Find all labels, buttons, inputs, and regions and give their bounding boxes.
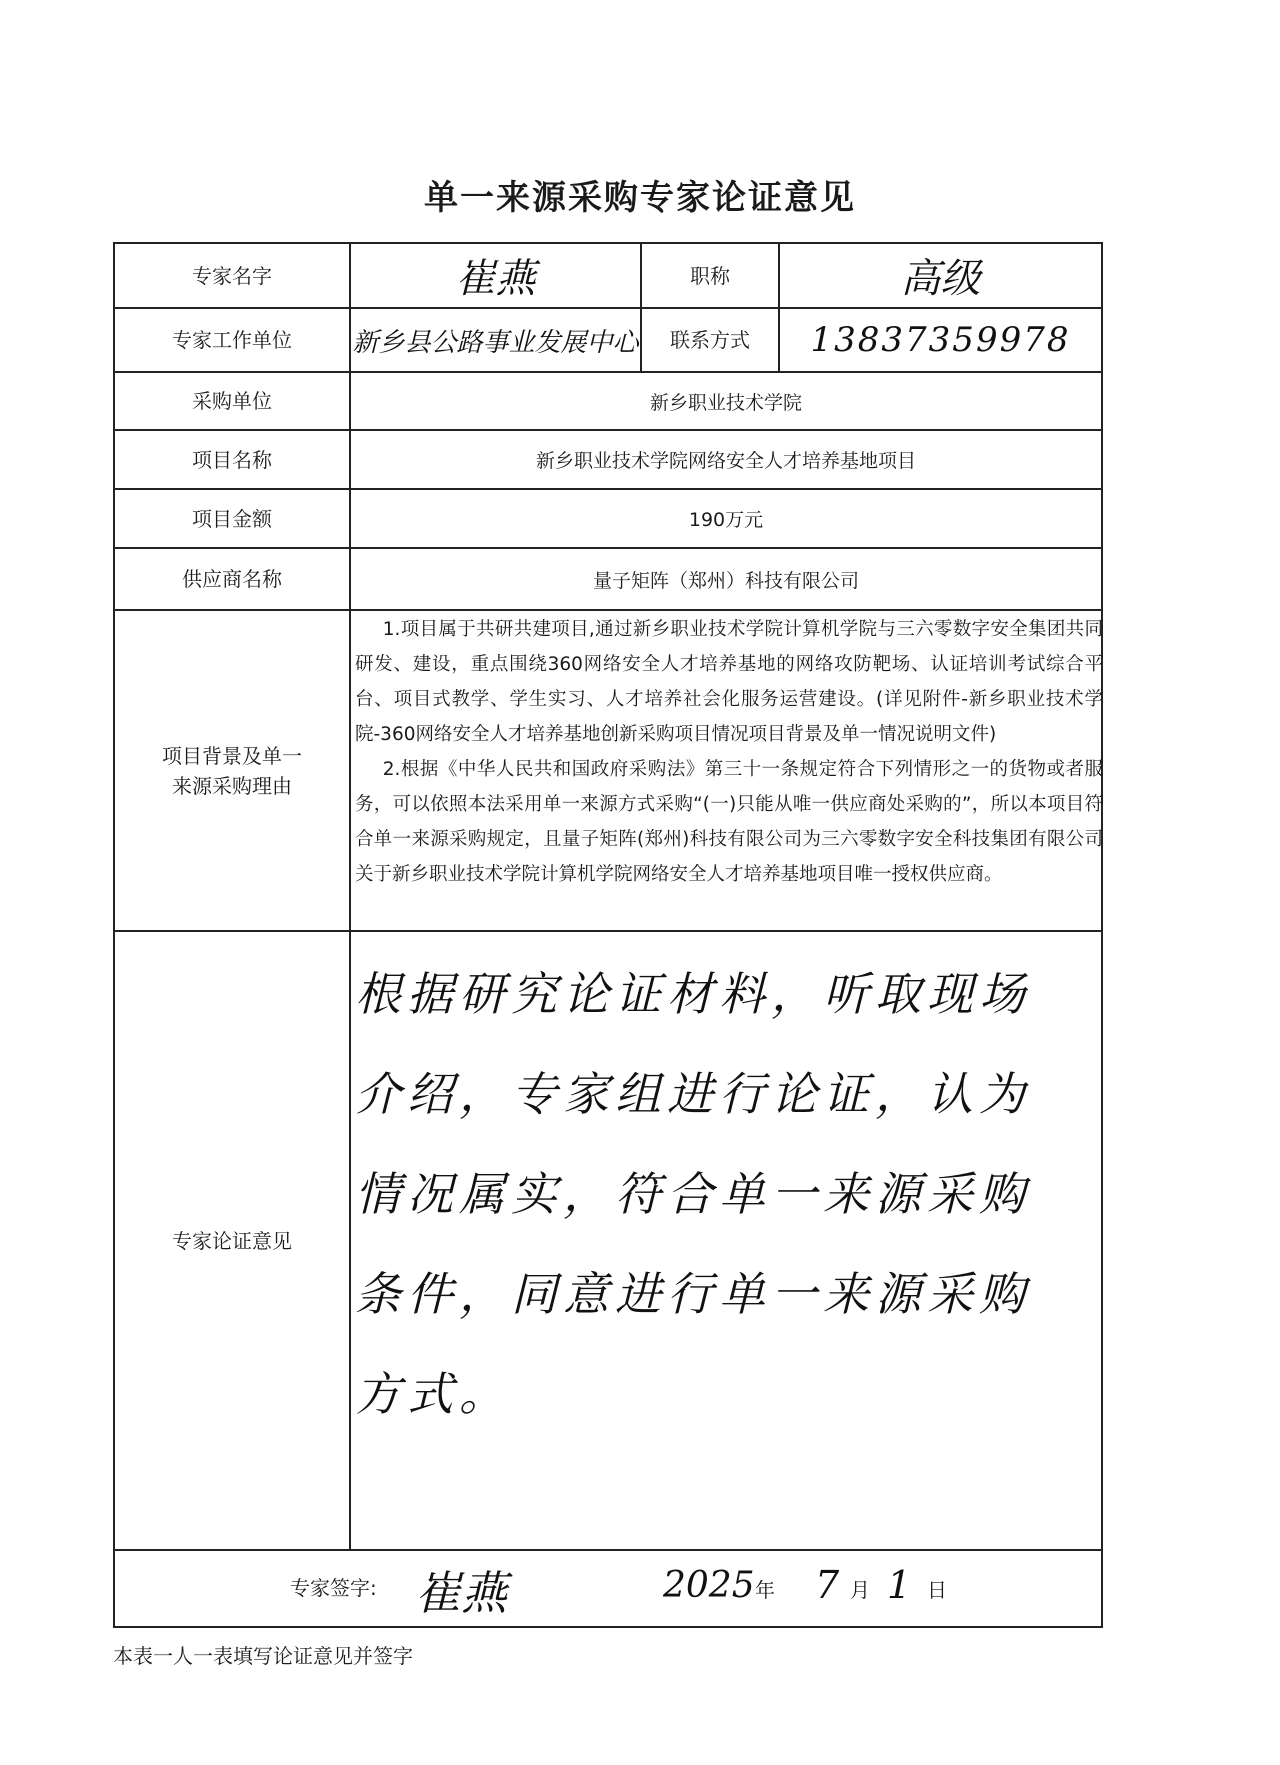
work-unit-value: 新乡县公路事业发展中心 bbox=[352, 327, 639, 358]
project-name-label: 项目名称 bbox=[192, 447, 272, 472]
project-name-value: 新乡职业技术学院网络安全人才培养基地项目 bbox=[535, 450, 916, 472]
contact-value: 13837359978 bbox=[810, 320, 1071, 360]
sign-year-value: 2025 bbox=[663, 1565, 755, 1606]
signature-row bbox=[115, 1551, 1101, 1626]
opinion-label: 专家论证意见 bbox=[172, 1228, 292, 1253]
background-paragraph-2: 2.根据《中华人民共和国政府采购法》第三十一条规定符合下列情形之一的货物或者服务，可以依照本法采用单一来源方式采购“(一)只能从唯一供应商处采购的”，所以本项目符合单一来源采购规定，且量子矩阵(郑州)科技有限公司为三六零数字安全科技集团有限公司关于新乡职业技术学院计算机学院网络安全人才培养基地项目唯一授权供应商。 bbox=[355, 759, 1103, 885]
purchaser-value: 新乡职业技术学院 bbox=[649, 391, 802, 414]
background-paragraph-1: 1.项目属于共研共建项目,通过新乡职业技术学院计算机学院与三六零数字安全集团共同研发、建设，重点围绕360网络安全人才培养基地的网络攻防靶场、认证培训考试综合平台、项目式教学、学生实习、人才培养社会化服务运营建设。(详见附件-新乡职业技术学院-360网络安全人才培养基地创新采购项目情况项目背景及单一情况说明文件) bbox=[355, 619, 1103, 745]
supplier-value: 量子矩阵（郑州）科技有限公司 bbox=[592, 569, 859, 592]
day-label: 日 bbox=[927, 1578, 947, 1602]
opinion-text: 根据研究论证材料，听取现场介绍，专家组进行论证，认为情况属实，符合单一来源采购条件，同意进行单一来源采购方式。 bbox=[355, 967, 1031, 1421]
form-table bbox=[113, 242, 1103, 1628]
sign-month-value: 7 bbox=[815, 1563, 840, 1607]
expert-name-value: 崔燕 bbox=[455, 256, 536, 302]
sign-day-value: 1 bbox=[887, 1563, 912, 1607]
document-title: 单一来源采购专家论证意见 bbox=[424, 178, 856, 218]
contact-label: 联系方式 bbox=[670, 328, 750, 352]
year-label: 年 bbox=[755, 1578, 775, 1602]
signature-label: 专家签字: bbox=[290, 1576, 377, 1600]
amount-value: 190万元 bbox=[688, 509, 764, 531]
expert-name-label: 专家名字 bbox=[192, 263, 272, 288]
amount-label: 项目金额 bbox=[192, 506, 272, 531]
signature-value: 崔燕 bbox=[415, 1566, 507, 1620]
footnote: 本表一人一表填写论证意见并签字 bbox=[113, 1644, 413, 1668]
supplier-label: 供应商名称 bbox=[182, 567, 282, 591]
title-rank-label: 职称 bbox=[690, 263, 730, 288]
month-label: 月 bbox=[850, 1578, 870, 1602]
work-unit-label: 专家工作单位 bbox=[172, 328, 292, 352]
title-rank-value: 高级 bbox=[900, 256, 981, 302]
background-label: 项目背景及单一来源采购理由 bbox=[162, 743, 302, 798]
purchaser-label: 采购单位 bbox=[192, 389, 272, 413]
background-text bbox=[355, 612, 1103, 892]
